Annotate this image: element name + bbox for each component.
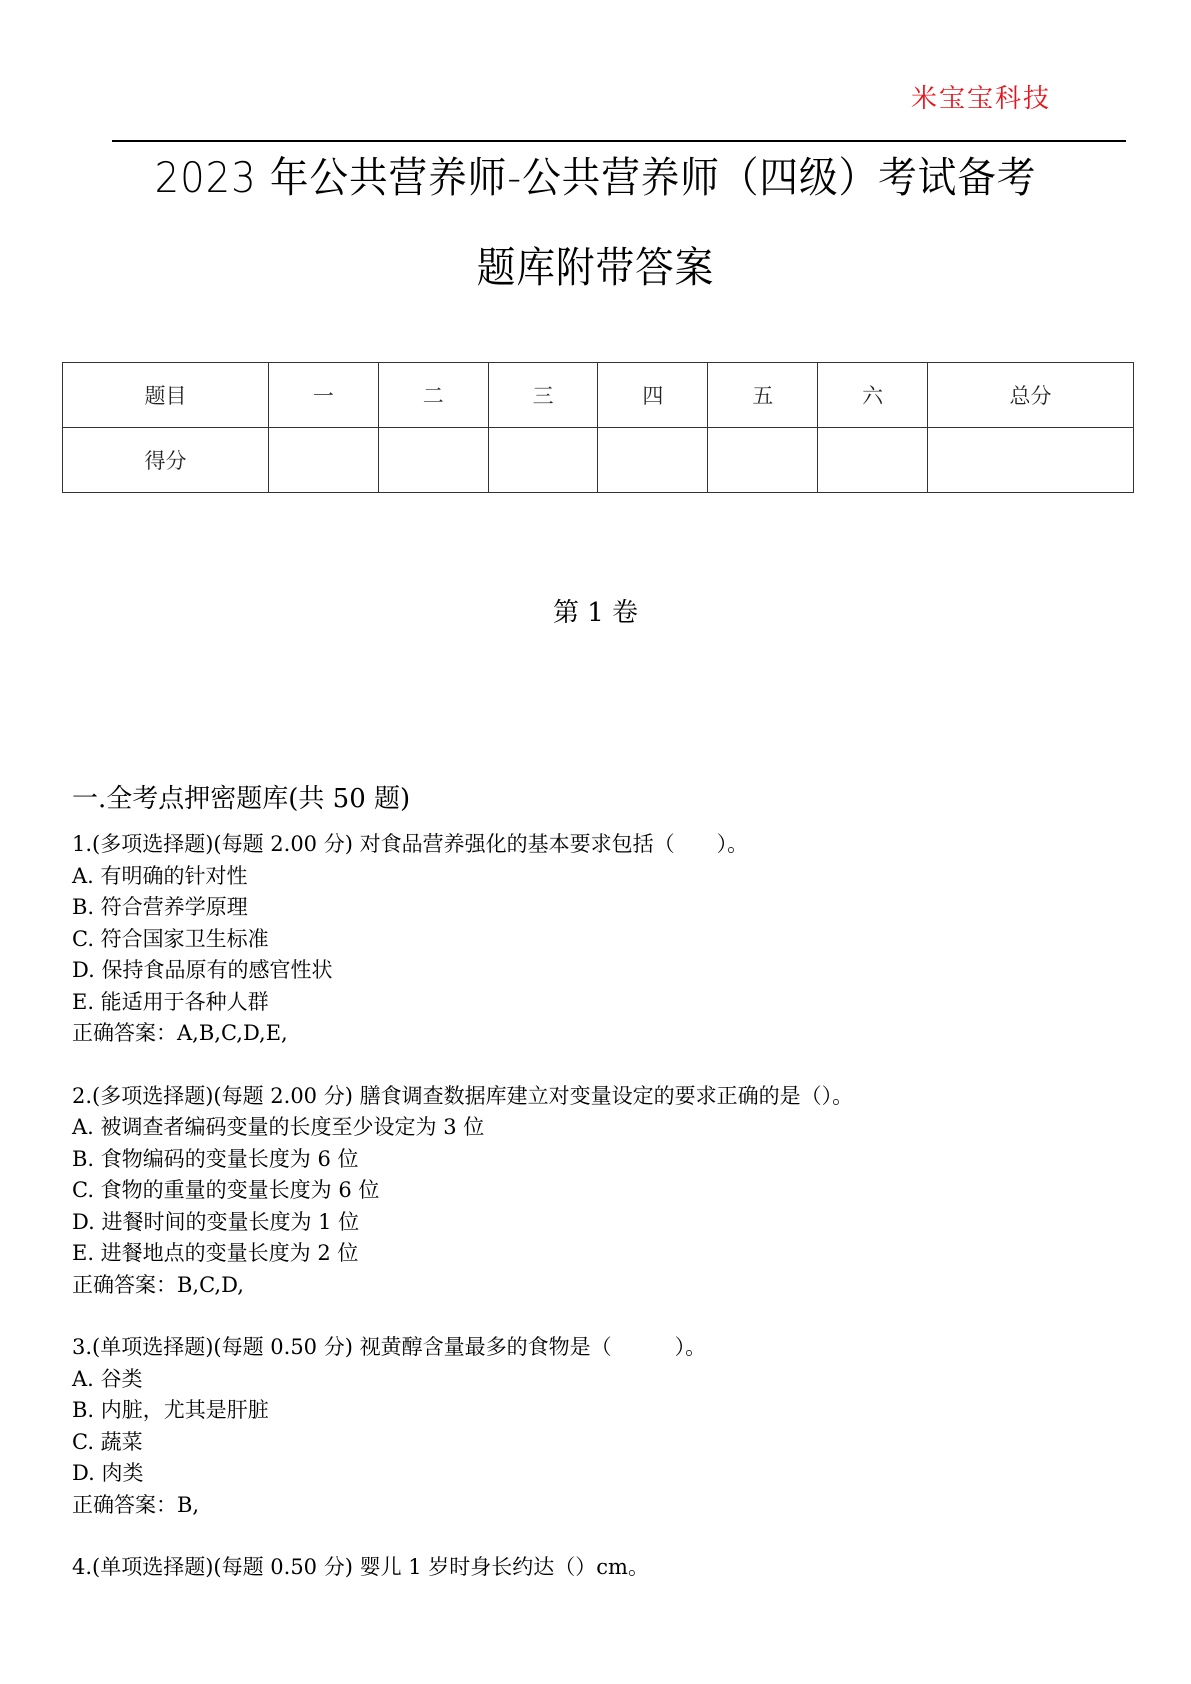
score-cell: [378, 428, 488, 493]
score-table-score-row: [63, 428, 1134, 493]
question-option: B. 符合营养学原理: [72, 895, 248, 919]
question-option: E. 进餐地点的变量长度为 2 位: [72, 1241, 359, 1265]
score-cell: [268, 428, 378, 493]
volume-heading: 第 1 卷: [552, 598, 639, 628]
score-cell: [708, 428, 818, 493]
question-stem: 4.(单项选择题)(每题 0.50 分) 婴儿 1 岁时身长约达（）cm。: [72, 1555, 649, 1579]
question-stem: 1.(多项选择题)(每题 2.00 分) 对食品营养强化的基本要求包括（ ）。: [72, 832, 749, 856]
question-option: D. 保持食品原有的感官性状: [72, 958, 333, 982]
question-2: [72, 1081, 1152, 1302]
score-table-header-cell: 总分: [928, 363, 1134, 428]
score-table-header-cell: 题目: [63, 363, 269, 428]
question-option: D. 肉类: [72, 1461, 144, 1485]
header-rule: [112, 140, 1126, 142]
question-stem: 3.(单项选择题)(每题 0.50 分) 视黄醇含量最多的食物是（ ）。: [72, 1335, 707, 1359]
question-answer: 正确答案：A,B,C,D,E,: [72, 1021, 288, 1045]
score-table: [62, 362, 1134, 493]
score-table-header-cell: 四: [598, 363, 708, 428]
question-option: A. 被调查者编码变量的长度至少设定为 3 位: [72, 1115, 485, 1139]
question-option: D. 进餐时间的变量长度为 1 位: [72, 1209, 360, 1234]
question-content: [72, 778, 1152, 1615]
question-option: B. 内脏，尤其是肝脏: [72, 1398, 269, 1422]
score-cell: [488, 428, 598, 493]
score-table-header-row: [63, 363, 1134, 428]
question-stem: 2.(多项选择题)(每题 2.00 分) 膳食调查数据库建立对变量设定的要求正确的是（）。: [72, 1083, 854, 1108]
question-answer: 正确答案：B,C,D,: [72, 1272, 244, 1297]
question-4: [72, 1552, 1152, 1584]
score-cell: [818, 428, 928, 493]
score-cell: [598, 428, 708, 493]
document-title-line-1: 2023 年公共营养师-公共营养师（四级）考试备考: [154, 153, 1037, 202]
question-option: E. 能适用于各种人群: [72, 989, 269, 1014]
score-table-header-cell: 二: [378, 363, 488, 428]
score-cell: [928, 428, 1134, 493]
question-option: A. 谷类: [72, 1366, 143, 1391]
question-option: C. 蔬菜: [72, 1429, 143, 1454]
score-table-header-cell: 一: [268, 363, 378, 428]
question-1: [72, 829, 1152, 1050]
document-title-line-2: 题库附带答案: [476, 243, 715, 292]
question-3: [72, 1332, 1152, 1521]
brand-watermark: 米宝宝科技: [910, 84, 1051, 114]
question-option: A. 有明确的针对性: [72, 863, 248, 888]
score-table-header-cell: 五: [708, 363, 818, 428]
question-answer: 正确答案：B,: [72, 1492, 200, 1517]
question-option: B. 食物编码的变量长度为 6 位: [72, 1146, 359, 1171]
score-table-header-cell: 六: [818, 363, 928, 428]
score-row-label: 得分: [63, 428, 269, 493]
score-table-header-cell: 三: [488, 363, 598, 428]
question-option: C. 食物的重量的变量长度为 6 位: [72, 1178, 380, 1202]
section-title: 一.全考点押密题库(共 50 题): [72, 784, 411, 814]
question-option: C. 符合国家卫生标准: [72, 926, 269, 951]
